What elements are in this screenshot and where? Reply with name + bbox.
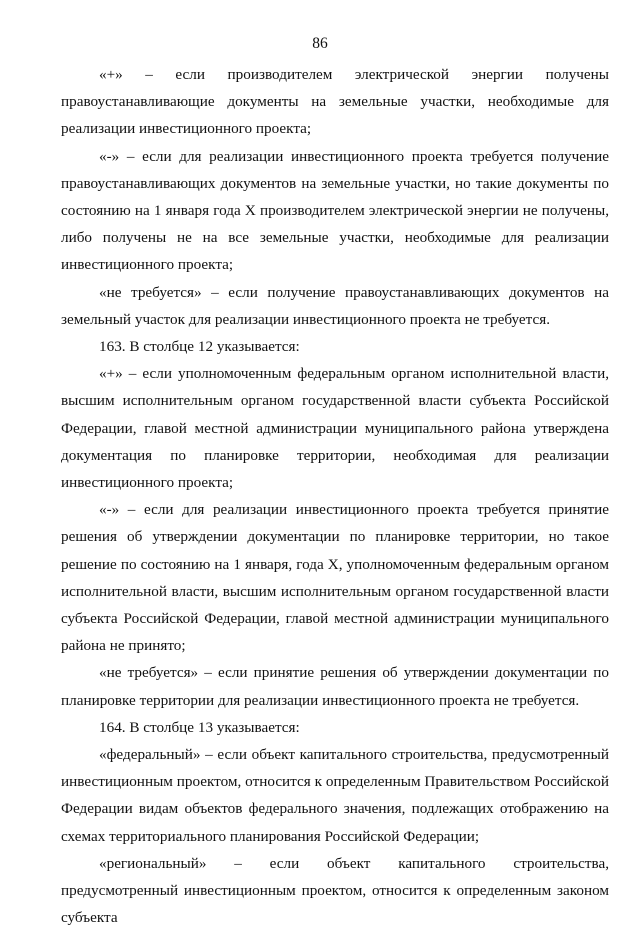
item-164-heading: 164. В столбце 13 указывается: [99,718,300,736]
page-number: 86 [312,35,328,52]
paragraph-not-required-planning-documentation: «не требуется» – если принятие решения об утверждении документации по планировке территории для реализации инвестиционного проекта не требуется. [61,664,609,709]
paragraph-plus-planning-documentation: «+» – если уполномоченным федеральным органом исполнительной власти, высшим исполнительным органом государственной власти субъекта Российской Федерации, главой местной администрации муниципального района утверждена документация по планировке территории, необходимая для реализации инвестиционного проекта; [61,365,609,492]
paragraph-minus-land-documents: «-» – если для реализации инвестиционного проекта требуется получение правоустанавливающих документов на земельные участки, но такие документы по состоянию на 1 января года X производителем электрической энергии не получены, либо получены не на все земельные участки, необходимые для реализации инвестиционного проекта; [61,147,609,274]
paragraph-federal: «федеральный» – если объект капитального строительства, предусмотренный инвестиционным проектом, относится к определенным Правительством Российской Федерации видам объектов федерального значения, подлежащих отображению на схемах территориального планирования Российской Федерации; [61,746,609,845]
paragraph-not-required-land-documents: «не требуется» – если получение правоустанавливающих документов на земельный участок для реализации инвестиционного проекта не требуется. [61,283,609,328]
paragraph-plus-land-documents: «+» – если производителем электрической энергии получены правоустанавливающие документы на земельные участки, необходимые для реализации инвестиционного проекта; [61,66,609,138]
paragraph-minus-planning-documentation: «-» – если для реализации инвестиционного проекта требуется принятие решения об утверждении документации по планировке территории, но такое решение по состоянию на 1 января, года X, уполномоченным федеральным органом исполнительной власти, высшим исполнительным органом государственной власти субъекта Российской Федерации, главой местной администрации муниципального района не принято; [61,501,609,655]
paragraph-regional: «региональный» – если объект капитального строительства, предусмотренный инвестиционным проектом, относится к определенным законом субъекта [61,854,609,927]
item-163-heading: 163. В столбце 12 указывается: [99,338,300,356]
body-text [61,61,609,932]
